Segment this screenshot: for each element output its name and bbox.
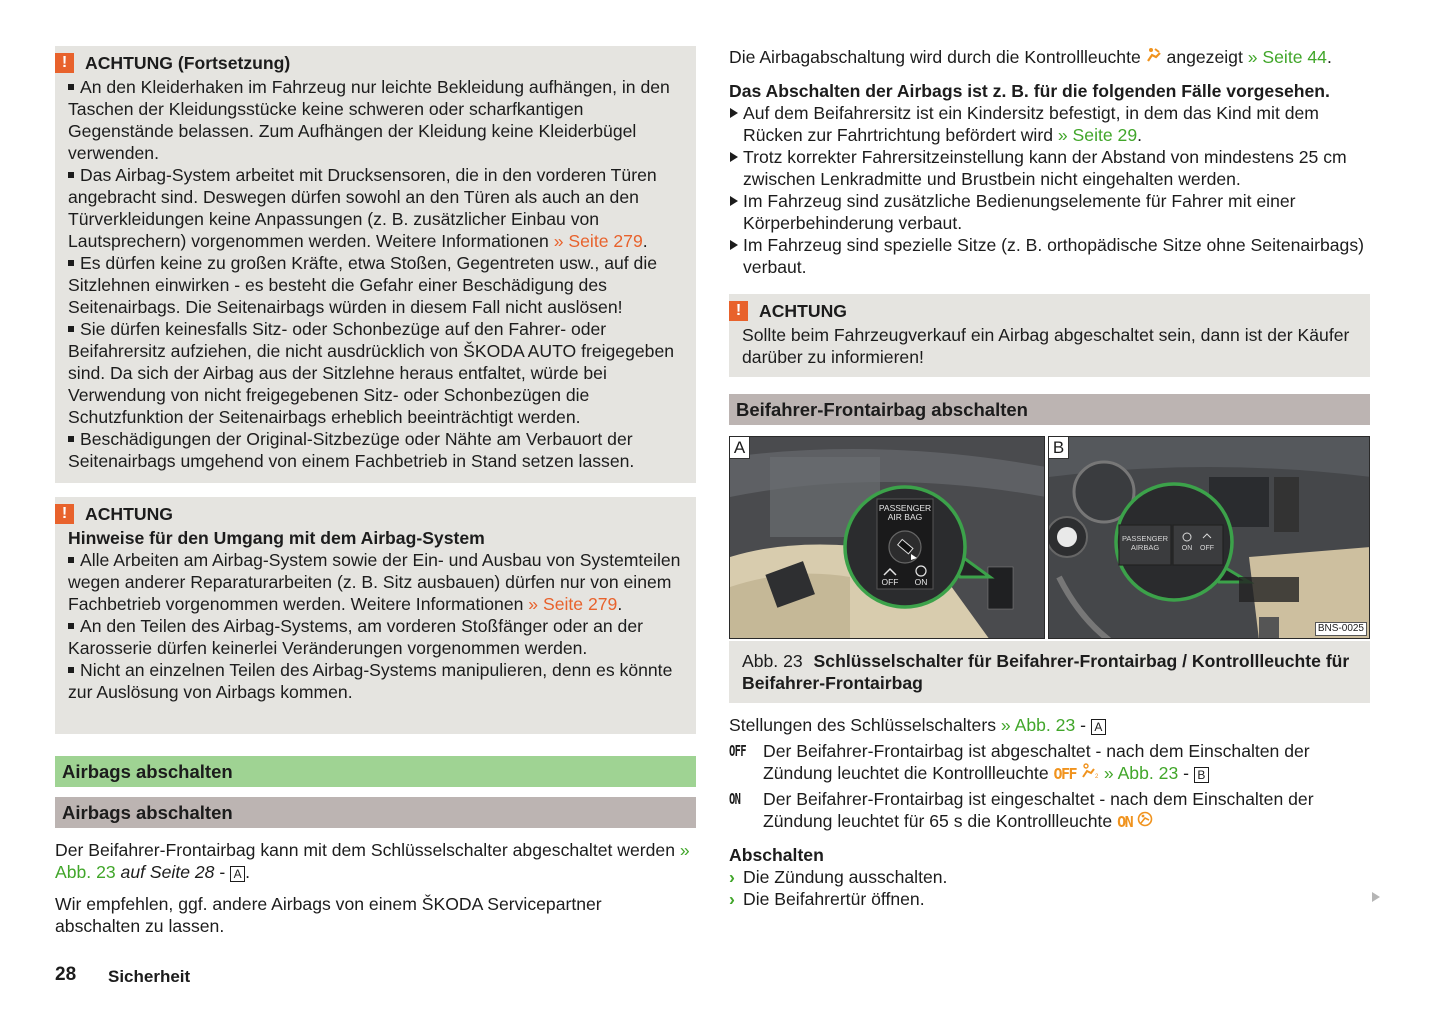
steps-block [729, 844, 1370, 910]
svg-text:ON: ON [914, 577, 928, 587]
figure-panel-a [729, 436, 1045, 639]
warning-header [729, 300, 1357, 322]
body-paragraph: Der Beifahrer-Frontairbag kann mit dem Schlüsselschalter abgeschaltet werden » Abb. 23 auf Seite 28 - A . [55, 840, 690, 882]
panel-label: A [730, 437, 750, 459]
warning-bullet: Es dürfen keine zu großen Kräfte, etwa Stoßen, Gegentreten usw., auf die Sitzlehnen einwirken - es besteht die Gefahr einer Beschädigung des Seitenairbags. Die Seitenairbags würden in diesem Fall nicht auslösen! [68, 253, 658, 317]
position-off-row: OFF Der Beifahrer-Frontairbag ist abgeschaltet - nach dem Einschalten der Zündung leuchtet die Kontrollleuchte OFF 2 » Abb. 23 - B [729, 740, 1370, 786]
svg-text:PASSENGER: PASSENGER [1121, 534, 1169, 543]
section-heading-sub: Airbags abschalten [55, 797, 696, 828]
page-link[interactable]: » Seite 29 [1057, 125, 1138, 145]
warning-box-continued [55, 46, 696, 483]
page-link[interactable]: » Seite 279 [528, 594, 618, 614]
indicator-on-label: ON [1117, 813, 1133, 831]
passenger-airbag-on-icon [1137, 811, 1153, 834]
page-number: 28 [55, 964, 77, 985]
cases-heading: Das Abschalten der Airbags ist z. B. für die folgenden Fälle vorgesehen. [729, 81, 1330, 101]
svg-text:AIRBAG: AIRBAG [1130, 543, 1160, 552]
position-on-row: ON Der Beifahrer-Frontairbag ist eingeschaltet - nach dem Einschalten der Zündung leuchtet für 65 s die Kontrollleuchte ON [729, 788, 1370, 834]
warning-exclamation-icon: ! [55, 504, 74, 524]
warning-bullet: Alle Arbeiten am Airbag-System sowie der Ein- und Ausbau von Systemteilen wegen anderer Reparaturarbeiten (z. B. Sitz ausbauen) dürfen nur von einem Fachbetrieb vorgenommen werden. Weitere Informationen » Seite 279. [68, 550, 681, 614]
warning-bullet: Nicht an einzelnen Teilen des Airbag-Systems manipulieren, denn es könnte zur Auslösung von Airbags kommen. [68, 660, 673, 702]
bullet-square-icon [68, 623, 74, 629]
section-heading-main: Airbags abschalten [55, 756, 696, 787]
warning-bullet: An den Kleiderhaken im Fahrzeug nur leichte Bekleidung aufhängen, in den Taschen der Kleidungsstücke keine schweren oder scharfkantigen Gegenstände belassen. Zum Aufhängen der Kleidung keine Kleiderbügel verwenden. [68, 77, 670, 163]
intro-paragraph: Die Airbagabschaltung wird durch die Kontrollleuchte angezeigt » Seite 44. [729, 46, 1389, 70]
figure-link[interactable]: » Abb. 23 [55, 840, 690, 882]
figure-title: Schlüsselschalter für Beifahrer-Frontairbag / Kontrollleuchte für Beifahrer-Frontairbag [742, 651, 1350, 693]
figure-link[interactable]: » Abb. 23 [1000, 715, 1076, 735]
svg-text:OFF: OFF [1200, 545, 1214, 552]
page-link[interactable]: » Seite 44 [1247, 47, 1327, 67]
passenger-airbag-off-icon [1081, 763, 1099, 786]
list-item: Im Fahrzeug sind zusätzliche Bedienungselemente für Fahrer mit einer Körperbehinderung verbaut. [729, 190, 1370, 234]
warning-title: ACHTUNG [85, 504, 173, 524]
section-heading-passenger-airbag: Beifahrer-Frontairbag abschalten [729, 394, 1370, 425]
step-item: › Die Zündung ausschalten. [729, 867, 948, 887]
warning-text: Sollte beim Fahrzeugverkauf ein Airbag abgeschaltet sein, dann ist der Käufer darüber zu informieren! [742, 325, 1350, 367]
figure-code: BNS-0025 [1315, 622, 1367, 636]
step-item: › Die Beifahrertür öffnen. [729, 889, 925, 909]
warning-bullet: An den Teilen des Airbag-Systems, am vorderen Stoßfänger oder an der Karosserie dürfen keinerlei Veränderungen vorgenommen werden. [68, 616, 643, 658]
position-key-off: OFF [729, 742, 746, 760]
bullet-square-icon [68, 436, 74, 442]
chapter-label: Sicherheit [108, 967, 191, 986]
figure-panel-marker: A [1091, 719, 1106, 735]
bullet-square-icon [68, 557, 74, 563]
panel-label: B [1049, 437, 1069, 459]
warning-exclamation-icon: ! [729, 301, 748, 321]
cases-block [729, 80, 1370, 278]
positions-intro: Stellungen des Schlüsselschalters » Abb. 23 - A [729, 714, 1370, 736]
chevron-right-icon: › [729, 889, 735, 909]
svg-text:PASSENGER: PASSENGER [878, 503, 932, 513]
warning-bullet: Sie dürfen keinesfalls Sitz- oder Schonbezüge auf den Fahrer- oder Beifahrersitz aufziehen, die nicht ausdrücklich von ŠKODA AUTO freigegeben sind. Da sich der Airbag aus der Sitzlehne heraus entfaltet, würde bei Verwendung von nicht freigegebenen Sitz- oder Schonbezügen die Schutzfunktion der Seitenairbags erheblich beeinträchtigt werden. [68, 319, 675, 427]
position-key-on: ON [729, 790, 741, 808]
bullet-square-icon [68, 326, 74, 332]
steps-list [729, 866, 1370, 910]
warning-header [55, 52, 683, 74]
bullet-square-icon [68, 84, 74, 90]
warning-title: ACHTUNG (Fortsetzung) [85, 53, 291, 73]
warning-bullet: Beschädigungen der Original-Sitzbezüge oder Nähte am Verbauort der Seitenairbags umgehend von einem Fachbetrieb in Stand setzen lassen. [68, 429, 635, 471]
dashboard-indicator-illustration [1049, 437, 1370, 639]
dashboard-key-switch-illustration [730, 437, 1045, 639]
bullet-square-icon [68, 667, 74, 673]
warning-box-airbag-handling [55, 497, 696, 734]
svg-text:ON: ON [1181, 545, 1193, 552]
list-item: Trotz korrekter Fahrersitzeinstellung kann der Abstand von mindestens 25 cm zwischen Lenkradmitte und Brustbein nicht eingehalten werden. [729, 146, 1370, 190]
warning-subtitle: Hinweise für den Umgang mit dem Airbag-System [68, 528, 485, 548]
page-link[interactable]: » Seite 279 [553, 231, 643, 251]
figure-23 [729, 436, 1370, 639]
chevron-right-icon: › [729, 867, 735, 887]
cases-list [729, 102, 1370, 278]
warning-bullet: Das Airbag-System arbeitet mit Drucksensoren, die in den vorderen Türen angebracht sind. Deswegen dürfen sowohl an den Türen als auch an den Türverkleidungen keine Anpassungen (z. B. zusätzlicher Einbau von Lautsprechern) vorgenommen werden. Weitere Informationen » Seite 279. [68, 165, 657, 251]
svg-text:2: 2 [1094, 774, 1099, 779]
warning-header [55, 503, 683, 525]
figure-caption [729, 641, 1370, 703]
figure-panel-marker: B [1194, 767, 1209, 783]
indicator-off-label: OFF [1053, 765, 1077, 783]
steps-heading: Abschalten [729, 845, 824, 865]
list-item: Auf dem Beifahrersitz ist ein Kindersitz befestigt, in dem das Kind mit dem Rücken zur Fahrtrichtung befördert wird » Seite 29. [729, 102, 1370, 146]
list-item: Im Fahrzeug sind spezielle Sitze (z. B. orthopädische Sitze ohne Seitenairbags) verbaut. [729, 234, 1370, 278]
figure-link[interactable]: » Abb. 23 [1103, 763, 1179, 783]
body-paragraph: Wir empfehlen, ggf. andere Airbags von einem ŠKODA Servicepartner abschalten zu lassen. [55, 894, 602, 936]
warning-title: ACHTUNG [759, 301, 847, 321]
figure-panel-marker: A [230, 866, 245, 882]
figure-number: Abb. 23 [742, 651, 803, 671]
bullet-square-icon [68, 260, 74, 266]
continue-arrow-icon [1372, 892, 1380, 902]
warning-exclamation-icon: ! [55, 53, 74, 73]
figure-panel-b [1048, 436, 1370, 639]
bullet-square-icon [68, 172, 74, 178]
warning-box-sale [729, 294, 1370, 377]
svg-text:OFF: OFF [881, 577, 899, 587]
svg-text:AIR BAG: AIR BAG [887, 512, 923, 522]
airbag-off-warning-icon [1146, 47, 1162, 70]
